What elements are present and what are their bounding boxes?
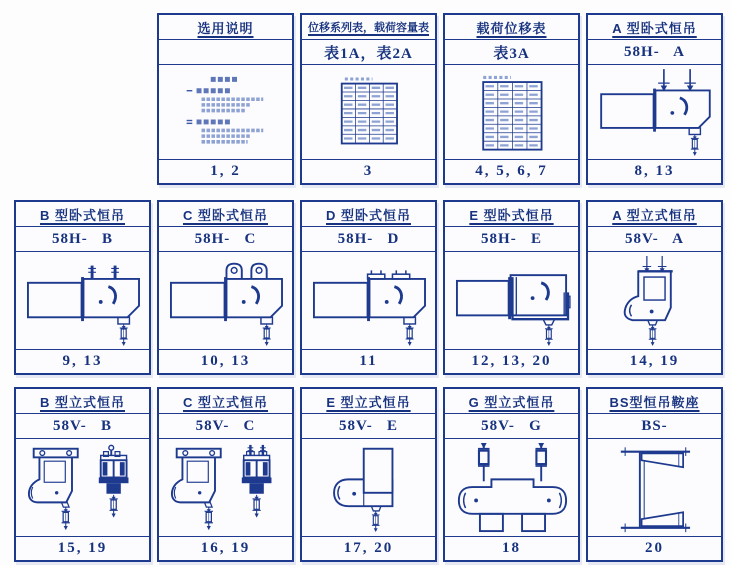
card-type-b-horizontal bbox=[14, 200, 151, 375]
card-title bbox=[588, 15, 721, 40]
row-3 bbox=[14, 387, 723, 562]
card-table-ids: 表1A，表2A bbox=[302, 40, 435, 65]
card-title bbox=[159, 15, 292, 40]
type-b-vertical-hanger-drawing bbox=[19, 443, 147, 533]
card-model-code: 58H- A bbox=[588, 40, 721, 65]
card-model-code: BS- bbox=[588, 414, 721, 439]
card-type-c-vertical bbox=[157, 387, 294, 562]
card-drawing-area bbox=[159, 252, 292, 349]
card-title-text: C 型卧式恒吊 bbox=[182, 207, 268, 223]
type-c-horizontal-hanger-drawing bbox=[162, 256, 290, 346]
card-page-refs: 16, 19 bbox=[159, 536, 292, 560]
card-type-bs-saddle bbox=[586, 387, 723, 562]
series-table-illustration bbox=[306, 69, 432, 155]
card-title-text: D 型卧式恒吊 bbox=[325, 207, 411, 223]
card-page-refs: 10, 13 bbox=[159, 349, 292, 373]
card-type-e-vertical bbox=[300, 387, 437, 562]
card-type-a-vertical bbox=[586, 200, 723, 375]
card-title-text: 选用说明 bbox=[197, 20, 254, 36]
card-drawing-area bbox=[302, 252, 435, 349]
card-title-text: BS型恒吊鞍座 bbox=[609, 394, 700, 410]
card-title bbox=[302, 202, 435, 227]
card-table-ids: 表3A bbox=[445, 40, 578, 65]
card-drawing-area bbox=[445, 439, 578, 536]
card-drawing-area bbox=[16, 252, 149, 349]
card-model-code: 58H- D bbox=[302, 227, 435, 252]
card-series-tables bbox=[300, 13, 437, 185]
card-title-text: A 型卧式恒吊 bbox=[612, 20, 697, 36]
card-drawing-area bbox=[159, 65, 292, 159]
card-title bbox=[16, 389, 149, 414]
load-displacement-table-illustration bbox=[449, 69, 575, 155]
card-title bbox=[302, 389, 435, 414]
card-model-code bbox=[159, 40, 292, 65]
type-g-vertical-hanger-drawing bbox=[448, 443, 576, 533]
card-type-c-horizontal bbox=[157, 200, 294, 375]
card-model-code: 58V- C bbox=[159, 414, 292, 439]
card-model-code: 58H- E bbox=[445, 227, 578, 252]
card-title-text: B 型立式恒吊 bbox=[39, 394, 125, 410]
card-page-refs: 1, 2 bbox=[159, 159, 292, 183]
card-page-refs: 11 bbox=[302, 349, 435, 373]
card-page-refs: 9, 13 bbox=[16, 349, 149, 373]
card-model-code: 58V- A bbox=[588, 227, 721, 252]
card-page-refs: 4, 5, 6, 7 bbox=[445, 159, 578, 183]
card-drawing-area bbox=[588, 439, 721, 536]
card-title bbox=[445, 202, 578, 227]
card-title-text: E 型立式恒吊 bbox=[326, 394, 411, 410]
card-page-refs: 20 bbox=[588, 536, 721, 560]
card-drawing-area bbox=[16, 439, 149, 536]
card-drawing-area bbox=[302, 65, 435, 159]
card-model-code: 58V- E bbox=[302, 414, 435, 439]
card-page-refs: 17, 20 bbox=[302, 536, 435, 560]
card-title bbox=[445, 15, 578, 40]
usage-notes-text-illustration bbox=[163, 68, 289, 156]
type-c-vertical-hanger-drawing bbox=[162, 443, 290, 533]
card-model-code: 58H- B bbox=[16, 227, 149, 252]
card-type-e-horizontal bbox=[443, 200, 580, 375]
card-drawing-area bbox=[302, 439, 435, 536]
card-model-code: 58H- C bbox=[159, 227, 292, 252]
card-drawing-area bbox=[445, 252, 578, 349]
card-load-displacement-table bbox=[443, 13, 580, 185]
card-page-refs: 12, 13, 20 bbox=[445, 349, 578, 373]
card-type-d-horizontal bbox=[300, 200, 437, 375]
card-page-refs: 8, 13 bbox=[588, 159, 721, 183]
row-2 bbox=[14, 200, 723, 375]
card-drawing-area bbox=[445, 65, 578, 159]
card-drawing-area bbox=[159, 439, 292, 536]
type-e-horizontal-hanger-drawing bbox=[448, 256, 576, 346]
card-model-code: 58V- B bbox=[16, 414, 149, 439]
type-d-horizontal-hanger-drawing bbox=[305, 256, 433, 346]
card-type-g-vertical bbox=[443, 387, 580, 562]
card-title-text: 位移系列表，载荷容量表 bbox=[308, 22, 429, 34]
type-a-vertical-hanger-drawing bbox=[591, 256, 719, 346]
row-1 bbox=[157, 13, 723, 185]
card-page-refs: 3 bbox=[302, 159, 435, 183]
card-selection-notes bbox=[157, 13, 294, 185]
card-title bbox=[159, 202, 292, 227]
card-title-text: A 型立式恒吊 bbox=[612, 207, 697, 223]
card-title-text: G 型立式恒吊 bbox=[468, 394, 555, 410]
card-type-b-vertical bbox=[14, 387, 151, 562]
card-drawing-area bbox=[588, 65, 721, 159]
card-title-text: E 型卧式恒吊 bbox=[469, 207, 554, 223]
type-a-horizontal-hanger-drawing bbox=[591, 68, 719, 156]
card-model-code: 58V- G bbox=[445, 414, 578, 439]
card-title bbox=[159, 389, 292, 414]
card-page-refs: 15, 19 bbox=[16, 536, 149, 560]
type-e-vertical-hanger-drawing bbox=[305, 443, 433, 533]
type-bs-saddle-drawing bbox=[591, 443, 719, 533]
card-title bbox=[588, 389, 721, 414]
card-page-refs: 18 bbox=[445, 536, 578, 560]
card-page-refs: 14, 19 bbox=[588, 349, 721, 373]
card-title-text: 载荷位移表 bbox=[476, 20, 547, 36]
card-title bbox=[16, 202, 149, 227]
card-drawing-area bbox=[588, 252, 721, 349]
type-b-horizontal-hanger-drawing bbox=[19, 256, 147, 346]
card-title-text: C 型立式恒吊 bbox=[182, 394, 268, 410]
card-title bbox=[445, 389, 578, 414]
card-title bbox=[302, 15, 435, 40]
card-title-text: B 型卧式恒吊 bbox=[39, 207, 125, 223]
card-type-a-horizontal bbox=[586, 13, 723, 185]
card-title bbox=[588, 202, 721, 227]
